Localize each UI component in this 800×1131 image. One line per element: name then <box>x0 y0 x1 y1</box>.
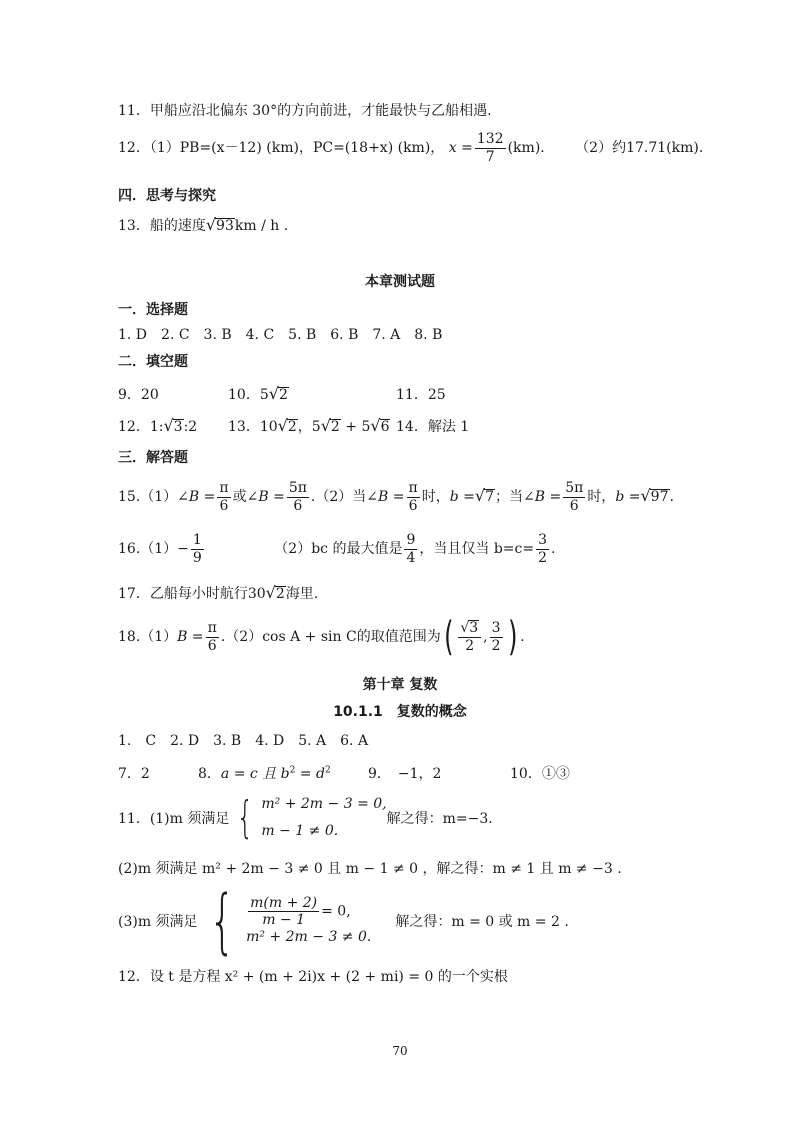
fill-q14: 14．解法 1 <box>396 419 470 435</box>
solution-q17: 17．乙船每小时航行30√2海里. <box>118 583 319 602</box>
ch10-q11-part1: 11．(1)m 须满足 { m² + 2m − 3 = 0, m − 1 ≠ 0.解之得：m=−3. <box>118 791 493 843</box>
ch10-q9: 9． −1，2 <box>368 766 442 782</box>
chapter10-title: 第十章 复数 <box>362 677 438 693</box>
ch10-q10: 10．①③ <box>510 766 570 782</box>
solution-q16: 16.（1）− $\frac{1}{9}$ （2）bc 的最大值是 $\frac{9}{4}$ ，当且仅当 b=c= $\frac{3}{2}$ . <box>118 532 556 566</box>
solution-q18: 18.（1）B = $\frac{\pi}{6}$ .（2）cos A + sin C的取值范围为( $\frac{√3}{2}$ , $\frac{3}{2}$ ) . <box>118 614 525 660</box>
fill-q11: 11．25 <box>396 387 446 403</box>
answer-line-11: 11．甲船应沿北偏东 30°的方向前进，才能最快与乙船相遇. <box>118 103 492 119</box>
ch10-q8: 8．a = c 且 $b^2 = d^2$ <box>198 765 331 782</box>
fill-q13: 13．10√2，5√2 + 5√6 <box>228 416 390 435</box>
ch10-q11-part3: (3)m 须满足 { $\frac{m(m + 2)}{m - 1}$ = 0, m² + 2m − 3 ≠ 0.解之得：m = 0 或 m = 2 . <box>118 880 569 962</box>
heading-multiple-choice: 一．选择题 <box>118 302 188 318</box>
ch10-q12: 12．设 t 是方程 x² + (m + 2i)x + (2 + mi) = 0 的一个实根 <box>118 969 508 985</box>
heading-fill-blank: 二．填空题 <box>118 354 188 370</box>
page-number: 70 <box>392 1044 408 1058</box>
ch10-mc-answers: 1. C 2. D 3. B 4. D 5. A 6. A <box>118 733 369 749</box>
solution-q15: 15.（1）∠B = $\frac{\pi}{6}$ 或∠B = $\frac{5\pi}{6}$ .（2）当∠B = $\frac{\pi}{6}$ 时，b =√7；当∠B = $\frac{5\pi}{6}$ 时，b =√97. <box>118 480 674 514</box>
chapter10-subtitle: 10.1.1 复数的概念 <box>333 704 467 720</box>
heading-solutions: 三．解答题 <box>118 450 188 466</box>
ch10-q7: 7．2 <box>118 766 150 782</box>
mc-answers: 1. D 2. C 3. B 4. C 5. B 6. B 7. A 8. B <box>118 327 443 343</box>
heading-think-explore: 四．思考与探究 <box>118 188 216 204</box>
ch10-q11-part2: (2)m 须满足 m² + 2m − 3 ≠ 0 且 m − 1 ≠ 0 ，解之得：m ≠ 1 且 m ≠ −3 . <box>118 861 622 877</box>
fill-q10: 10．5√2 <box>228 384 288 403</box>
fraction: $\frac{132}{7}$ <box>476 131 504 165</box>
fill-q12: 12．1:√3:2 <box>118 416 198 435</box>
answer-line-13: 13．船的速度√93km / h . <box>118 215 289 234</box>
fill-q9: 9．20 <box>118 387 159 403</box>
answer-line-12: 12．（1）PB=(x－12) (km)，PC=(18+x) (km)， x = $\frac{132}{7}$ (km). （2）约17.71(km). <box>118 131 704 165</box>
chapter-test-title: 本章测试题 <box>365 274 435 290</box>
